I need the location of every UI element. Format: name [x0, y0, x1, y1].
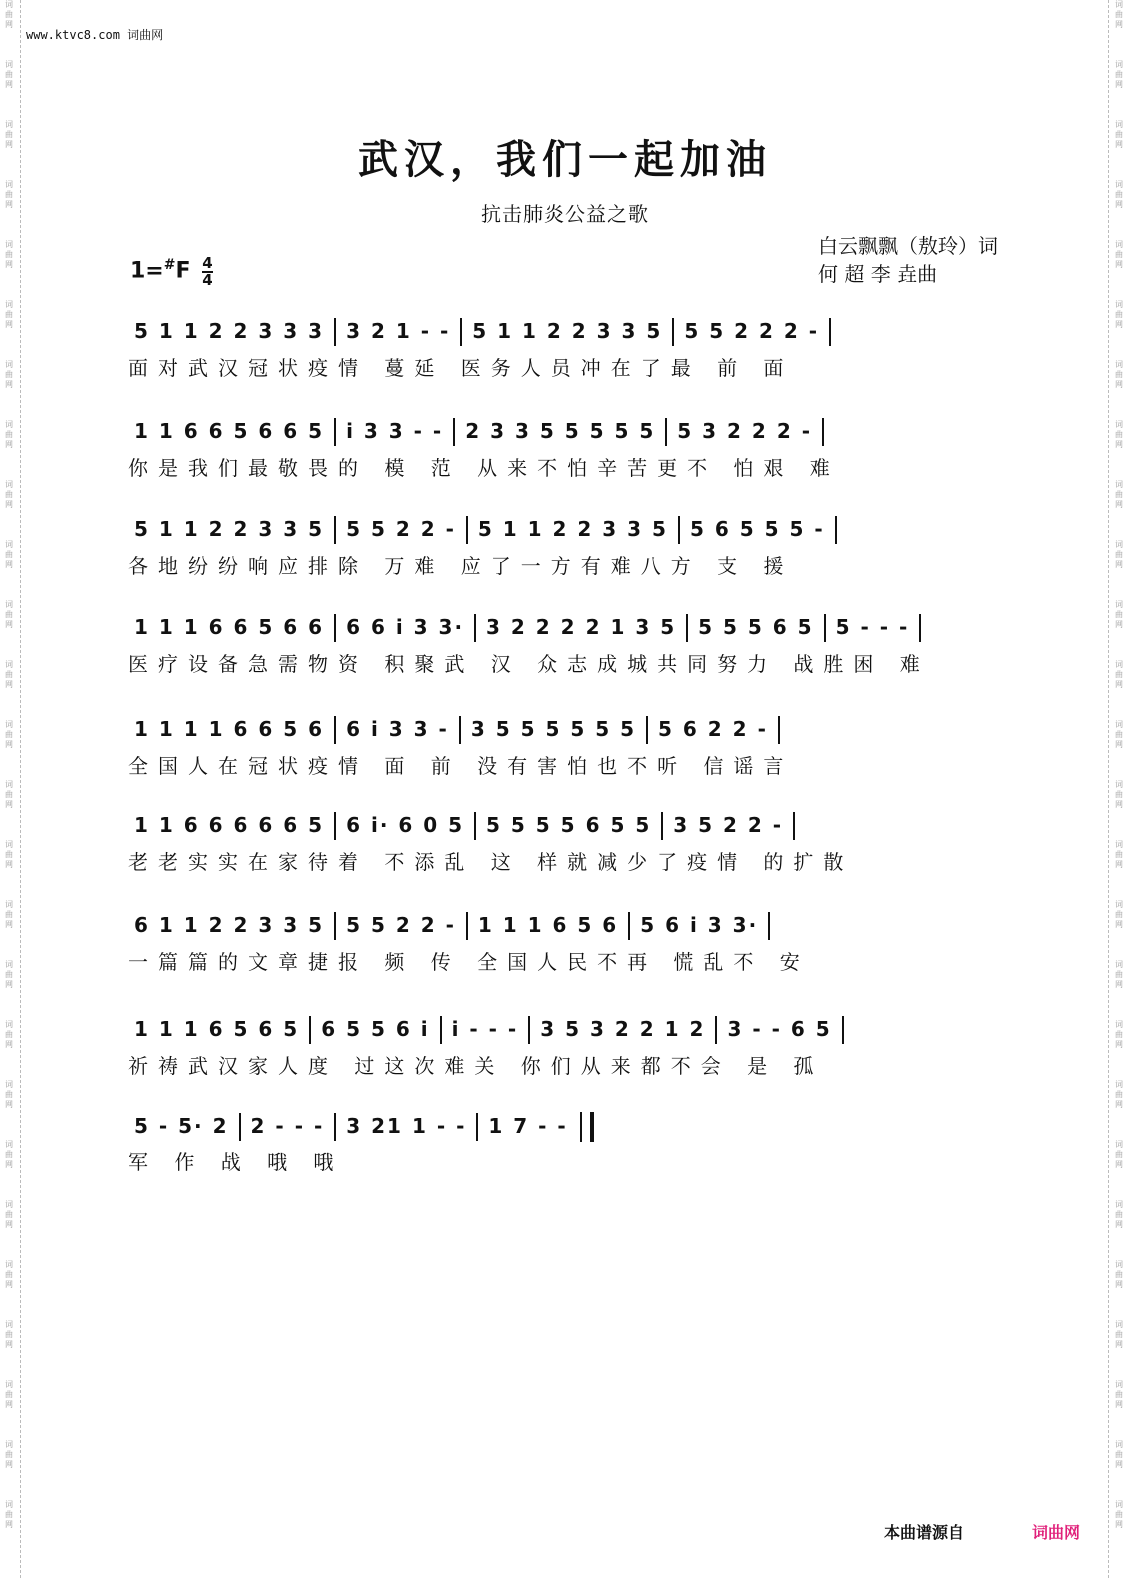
measure: i - - - [451, 1016, 519, 1041]
measure: 6 i· 6 0 5 [346, 812, 465, 837]
measure: 1 1 6 6 5 6 6 5 [134, 418, 325, 443]
side-watermark: 词曲网 [1115, 900, 1123, 929]
time-beats: 4 [202, 254, 213, 272]
measure: 3 2 1 - - [346, 318, 451, 343]
barline [665, 418, 667, 446]
barline [474, 614, 476, 642]
side-watermark: 词曲网 [5, 420, 13, 449]
notes-line [128, 418, 998, 452]
final-barline [580, 1112, 594, 1142]
notes-line [128, 318, 998, 352]
measure: 3 - - 6 5 [727, 1016, 832, 1041]
time-unit: 4 [202, 271, 213, 289]
lyrics-line: 医疗设备急需物资 积聚武 汉 众志成城共同努力 战胜困 难 [128, 652, 930, 676]
barline [822, 418, 824, 446]
notes-line [128, 1112, 998, 1146]
measure: 5 5 5 5 6 5 5 [486, 812, 652, 837]
side-watermark: 词曲网 [5, 1140, 13, 1169]
barline [842, 1016, 844, 1044]
key-prefix: 1= [130, 258, 164, 284]
side-watermark: 词曲网 [5, 1500, 13, 1529]
barline [459, 716, 461, 744]
lyrics-line: 军 作 战 哦 哦 [128, 1150, 344, 1174]
lyrics-line: 面对武汉冠状疫情 蔓延 医务人员冲在了最 前 面 [128, 356, 794, 380]
side-watermark: 词曲网 [5, 180, 13, 209]
side-watermark: 词曲网 [5, 1380, 13, 1409]
barline [239, 1113, 241, 1141]
barline [528, 1016, 530, 1044]
measure: 1 1 1 6 5 6 [477, 912, 619, 937]
side-watermark: 词曲网 [1115, 1260, 1123, 1289]
measure: 6 5 5 6 i [321, 1016, 430, 1041]
notes-line [128, 1016, 998, 1050]
side-watermark: 词曲网 [1115, 1080, 1123, 1109]
measure: 5 5 2 2 - [346, 912, 456, 937]
side-watermark: 词曲网 [5, 1320, 13, 1349]
side-watermark: 词曲网 [5, 1440, 13, 1469]
measure: 1 7 - - [488, 1113, 568, 1138]
side-watermark: 词曲网 [1115, 240, 1123, 269]
side-watermark: 词曲网 [1115, 960, 1123, 989]
composer-credit: 何 超 李 垚曲 [818, 262, 938, 286]
side-watermark: 词曲网 [5, 120, 13, 149]
barline [309, 1016, 311, 1044]
left-watermark-column [2, 0, 16, 1560]
side-watermark: 词曲网 [1115, 1500, 1123, 1529]
measure: 5 6 5 5 5 - [689, 516, 825, 541]
barline [334, 318, 336, 346]
measure: 3 5 2 2 - [673, 812, 784, 837]
side-watermark: 词曲网 [5, 840, 13, 869]
barline [334, 716, 336, 744]
measure: 5 5 2 2 - [346, 516, 456, 541]
barline [768, 912, 770, 940]
barline [829, 318, 831, 346]
barline [440, 1016, 442, 1044]
barline [334, 614, 336, 642]
notes-line [128, 716, 998, 750]
measure: 5 6 i 3 3· [640, 912, 759, 937]
measure: 2 - - - [250, 1113, 325, 1138]
measure: 5 - 5· 2 [134, 1113, 229, 1138]
barline [824, 614, 826, 642]
measure: 5 1 1 2 2 3 3 3 [134, 318, 325, 343]
measure: 5 1 1 2 2 3 3 5 [472, 318, 663, 343]
side-watermark: 词曲网 [1115, 1380, 1123, 1409]
barline [646, 716, 648, 744]
side-watermark: 词曲网 [5, 0, 13, 29]
measure: 3 5 5 5 5 5 5 [470, 716, 637, 741]
measure: 6 i 3 3 - [346, 716, 449, 741]
left-dashed-border [20, 0, 21, 1578]
side-watermark: 词曲网 [5, 300, 13, 329]
side-watermark: 词曲网 [5, 540, 13, 569]
side-watermark: 词曲网 [5, 660, 13, 689]
barline [334, 812, 336, 840]
measure: 5 3 2 2 2 - [677, 418, 812, 443]
barline [460, 318, 462, 346]
site-url[interactable]: www.ktvc8.com 词曲网 [26, 28, 164, 42]
side-watermark: 词曲网 [5, 960, 13, 989]
lyrics-line: 全国人在冠状疫情 面 前 没有害怕也不听 信谣言 [128, 754, 794, 778]
measure: 1 1 1 1 6 6 5 6 [134, 716, 325, 741]
measure: 5 6 2 2 - [658, 716, 768, 741]
side-watermark: 词曲网 [1115, 360, 1123, 389]
notes-line [128, 614, 998, 648]
barline [334, 1113, 336, 1141]
measure: 2 3 3 5 5 5 5 5 [465, 418, 656, 443]
measure: 3 21 1 - - [346, 1113, 467, 1138]
barline [715, 1016, 717, 1044]
barline [835, 516, 837, 544]
barline [661, 812, 663, 840]
measure: 3 5 3 2 2 1 2 [540, 1016, 706, 1041]
footer-source: 本曲谱源自 [884, 1523, 965, 1542]
notes-line [128, 516, 998, 550]
song-subtitle: 抗击肺炎公益之歌 [481, 202, 649, 226]
barline [678, 516, 680, 544]
side-watermark: 词曲网 [5, 1200, 13, 1229]
side-watermark: 词曲网 [5, 900, 13, 929]
measure: 5 1 1 2 2 3 3 5 [477, 516, 668, 541]
side-watermark: 词曲网 [5, 1080, 13, 1109]
measure: 6 6 i 3 3· [346, 614, 465, 639]
side-watermark: 词曲网 [5, 480, 13, 509]
measure: 5 1 1 2 2 3 3 5 [134, 516, 325, 541]
side-watermark: 词曲网 [1115, 720, 1123, 749]
measure: 3 2 2 2 2 1 3 5 [486, 614, 677, 639]
barline [686, 614, 688, 642]
barline [334, 912, 336, 940]
barline [466, 516, 468, 544]
side-watermark: 词曲网 [1115, 540, 1123, 569]
lyrics-line: 你是我们最敬畏的 模 范 从来不怕辛苦更不 怕艰 难 [128, 456, 840, 480]
side-watermark: 词曲网 [5, 1260, 13, 1289]
barline [453, 418, 455, 446]
side-watermark: 词曲网 [1115, 660, 1123, 689]
side-watermark: 词曲网 [5, 720, 13, 749]
side-watermark: 词曲网 [1115, 420, 1123, 449]
side-watermark: 词曲网 [1115, 300, 1123, 329]
barline [334, 516, 336, 544]
lyricist-credit: 白云飘飘（敖玲）词 [818, 234, 998, 258]
lyrics-line: 老老实实在家待着 不添乱 这 样就减少了疫情 的扩散 [128, 850, 854, 874]
side-watermark: 词曲网 [1115, 120, 1123, 149]
side-watermark: 词曲网 [1115, 840, 1123, 869]
side-watermark: 词曲网 [1115, 180, 1123, 209]
notes-line [128, 912, 998, 946]
right-watermark-column [1112, 0, 1126, 1560]
measure: 5 5 5 6 5 [698, 614, 814, 639]
side-watermark: 词曲网 [5, 360, 13, 389]
side-watermark: 词曲网 [1115, 1320, 1123, 1349]
measure: 1 1 6 6 6 6 6 5 [134, 812, 325, 837]
key-sharp: # [163, 257, 176, 274]
measure: 5 5 2 2 2 - [684, 318, 820, 343]
side-watermark: 词曲网 [5, 600, 13, 629]
side-watermark: 词曲网 [1115, 60, 1123, 89]
lyrics-line: 各地纷纷响应排除 万难 应了一方有难八方 支 援 [128, 554, 794, 578]
measure: 6 1 1 2 2 3 3 5 [134, 912, 325, 937]
credits [818, 232, 998, 288]
time-signature [202, 256, 212, 287]
measure: i 3 3 - - [346, 418, 444, 443]
side-watermark: 词曲网 [5, 1020, 13, 1049]
barline [476, 1113, 478, 1141]
side-watermark: 词曲网 [5, 780, 13, 809]
side-watermark: 词曲网 [1115, 780, 1123, 809]
key-note: F [175, 258, 191, 284]
barline [628, 912, 630, 940]
lyrics-line: 祈祷武汉家人度 过这次难关 你们从来都不会 是 孤 [128, 1054, 824, 1078]
barline [334, 418, 336, 446]
notes-line [128, 812, 998, 846]
barline [466, 912, 468, 940]
barline [474, 812, 476, 840]
barline [793, 812, 795, 840]
side-watermark: 词曲网 [1115, 1440, 1123, 1469]
side-watermark: 词曲网 [1115, 1020, 1123, 1049]
measure: 1 1 1 6 6 5 6 6 [134, 614, 325, 639]
key-signature [130, 256, 213, 287]
side-watermark: 词曲网 [1115, 0, 1123, 29]
measure: 5 - - - [835, 614, 910, 639]
side-watermark: 词曲网 [1115, 600, 1123, 629]
lyrics-line: 一篇篇的文章捷报 频 传 全国人民不再 慌乱不 安 [128, 950, 810, 974]
footer-brand[interactable]: 词曲网 [1032, 1523, 1081, 1542]
side-watermark: 词曲网 [1115, 480, 1123, 509]
side-watermark: 词曲网 [5, 60, 13, 89]
barline [778, 716, 780, 744]
barline [672, 318, 674, 346]
barline [919, 614, 921, 642]
side-watermark: 词曲网 [5, 240, 13, 269]
side-watermark: 词曲网 [1115, 1140, 1123, 1169]
right-dashed-border [1108, 0, 1109, 1578]
measure: 1 1 1 6 5 6 5 [134, 1016, 300, 1041]
side-watermark: 词曲网 [1115, 1200, 1123, 1229]
song-title: 武汉，我们一起加油 [358, 136, 772, 183]
